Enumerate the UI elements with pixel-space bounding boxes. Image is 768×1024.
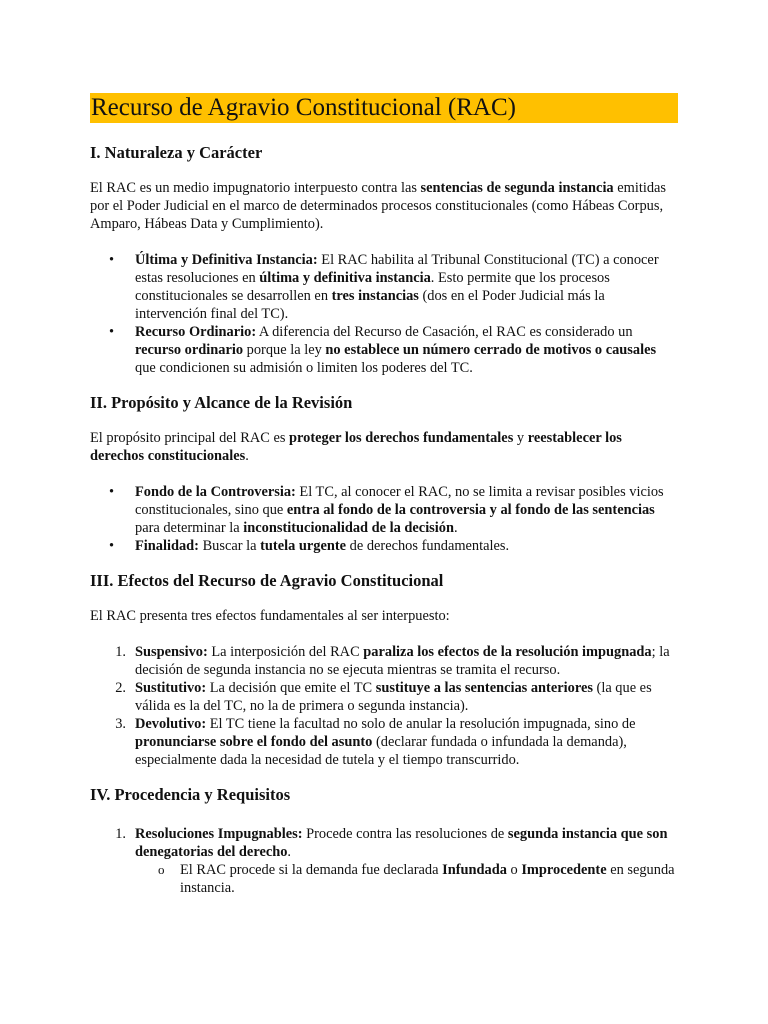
- text-run: .: [245, 448, 249, 464]
- list-item: [90, 679, 678, 715]
- text-run: .: [287, 844, 292, 860]
- bold-run: Recurso Ordinario:: [135, 324, 257, 340]
- number-marker: 1.: [115, 644, 126, 660]
- text-run: ; la decisión de segunda instancia no se ejecuta mientras se tramita el recurso.: [135, 644, 670, 678]
- text-run: La interposición del RAC: [207, 644, 364, 660]
- text-run: en segunda instancia.: [180, 862, 675, 896]
- list-item: [90, 715, 678, 769]
- text-run: El TC, al conocer el RAC, no se limita a revisar posibles vicios constitucionales, sino que: [135, 484, 664, 518]
- bold-run: sentencias de segunda instancia: [420, 180, 614, 196]
- list-item: [90, 537, 678, 555]
- text-run: (la que es válida es la del TC, no la de primera o segunda instancia).: [135, 680, 652, 714]
- text-run: o: [506, 862, 522, 878]
- text-run: El propósito principal del RAC es: [90, 430, 290, 446]
- paragraph-efectos: El RAC presenta tres efectos fundamentales al ser interpuesto:: [90, 608, 450, 624]
- section-heading-proposito: II. Propósito y Alcance de la Revisión: [90, 393, 353, 412]
- sub-list: [135, 861, 678, 897]
- text-run: El TC tiene la facultad no solo de anular la resolución impugnada, sino de: [206, 716, 636, 732]
- bold-run: Devolutivo:: [135, 716, 207, 732]
- text-run: para determinar la: [135, 520, 244, 536]
- text-run: Buscar la: [198, 538, 261, 554]
- bullet-list-naturaleza: [90, 251, 678, 377]
- bold-run: Infundada: [442, 862, 507, 878]
- circle-bullet-marker: o: [158, 862, 165, 877]
- text-run: (declarar fundada o infundada la demanda), especialmente dada la necesidad de tutela y el tiempo transcurrido.: [135, 734, 627, 768]
- bold-run: recurso ordinario: [135, 342, 244, 358]
- bullet-marker: •: [109, 538, 115, 554]
- bold-run: Finalidad:: [135, 538, 199, 554]
- bold-run: pronunciarse sobre el fondo del asunto: [135, 734, 373, 750]
- document-title: Recurso de Agravio Constitucional (RAC): [90, 93, 678, 123]
- bold-run: Sustitutivo:: [135, 680, 207, 696]
- numbered-list-procedencia: [90, 825, 678, 897]
- bold-run: última y definitiva instancia: [259, 270, 431, 286]
- bold-run: inconstitucionalidad de la decisión: [243, 520, 454, 536]
- numbered-list-efectos: [90, 643, 678, 769]
- text-run: El RAC procede si la demanda fue declarada: [180, 862, 443, 878]
- section-heading-procedencia: IV. Procedencia y Requisitos: [90, 785, 291, 804]
- list-item: [90, 323, 678, 377]
- text-run: . Esto permite que los procesos constitucionales se desarrollen en: [135, 270, 610, 304]
- bold-run: proteger los derechos fundamentales: [289, 430, 514, 446]
- bullet-marker: •: [109, 252, 115, 268]
- paragraph-naturaleza: [90, 179, 678, 233]
- text-run: que condicionen su admisión o limiten los poderes del TC.: [135, 360, 473, 376]
- text-run: La decisión que emite el TC: [206, 680, 376, 696]
- document-page: [90, 93, 678, 897]
- number-marker: 1.: [115, 826, 126, 842]
- bold-run: Resoluciones Impugnables:: [135, 826, 303, 842]
- text-run: A diferencia del Recurso de Casación, el RAC es considerado un: [256, 324, 633, 340]
- bold-run: Improcedente: [521, 862, 607, 878]
- text-run: emitidas por el Poder Judicial en el marco de determinados procesos constitucionales (como Hábeas Corpus, Amparo, Hábeas Data y Cumplimiento).: [90, 180, 666, 232]
- text-run: El RAC habilita al Tribunal Constitucional (TC) a conocer estas resoluciones en: [135, 252, 659, 286]
- list-item: [90, 825, 678, 897]
- bold-run: segunda instancia que son denegatorias del derecho: [135, 826, 668, 860]
- text-run: (dos en el Poder Judicial más la intervención final del TC).: [135, 288, 605, 322]
- bullet-list-proposito: [90, 483, 678, 555]
- bold-run: Suspensivo:: [135, 644, 208, 660]
- bold-run: Fondo de la Controversia:: [135, 484, 296, 500]
- text-run: Procede contra las resoluciones de: [302, 826, 508, 842]
- bullet-marker: •: [109, 484, 115, 500]
- bold-run: reestablecer los derechos constitucionales: [90, 430, 622, 464]
- number-marker: 3.: [115, 716, 126, 732]
- text-run: porque la ley: [243, 342, 326, 358]
- text-run: y: [513, 430, 528, 446]
- list-item: [90, 251, 678, 323]
- bold-run: sustituye a las sentencias anteriores: [375, 680, 593, 696]
- number-marker: 2.: [115, 680, 126, 696]
- sub-list-item: [135, 861, 678, 897]
- bullet-marker: •: [109, 324, 115, 340]
- list-item: [90, 643, 678, 679]
- section-heading-efectos: III. Efectos del Recurso de Agravio Constitucional: [90, 571, 444, 590]
- section-heading-naturaleza: I. Naturaleza y Carácter: [90, 143, 263, 162]
- text-run: El RAC es un medio impugnatorio interpuesto contra las: [90, 180, 421, 196]
- text-run: .: [453, 520, 458, 536]
- bold-run: paraliza los efectos de la resolución impugnada: [363, 644, 652, 660]
- list-item: [90, 483, 678, 537]
- bold-run: entra al fondo de la controversia y al fondo de las sentencias: [286, 502, 655, 518]
- bold-run: no establece un número cerrado de motivos o causales: [325, 342, 657, 358]
- paragraph-proposito: [90, 429, 678, 465]
- bold-run: Última y Definitiva Instancia:: [135, 252, 318, 268]
- bold-run: tutela urgente: [260, 538, 347, 554]
- text-run: de derechos fundamentales.: [346, 538, 510, 554]
- bold-run: tres instancias: [331, 288, 419, 304]
